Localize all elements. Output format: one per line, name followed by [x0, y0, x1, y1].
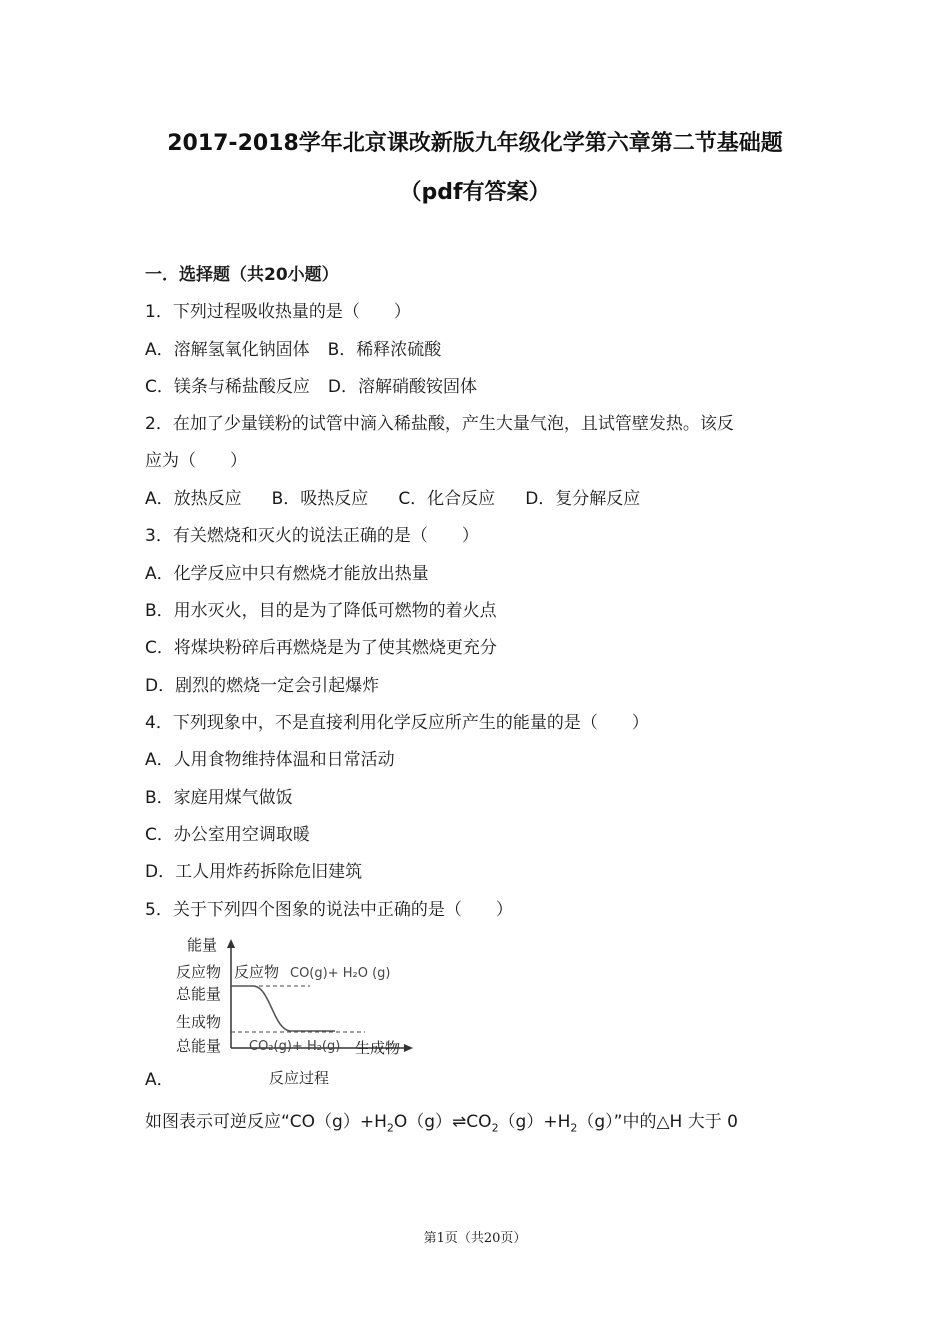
- q1-options-row-2: [145, 372, 477, 397]
- q5-statement-part-4: （g）”中的△H 大于 0: [577, 1112, 738, 1132]
- q5-statement-sub-1: 2: [386, 1121, 394, 1135]
- q4-option-c: C．办公室用空调取暖: [145, 825, 310, 845]
- section-heading: 一．选择题（共20小题）: [145, 265, 339, 285]
- product-formula: CO₂(g)+ H₂(g): [249, 1039, 341, 1054]
- x-axis-label: 反应过程: [269, 1069, 330, 1087]
- energy-curve: [231, 986, 335, 1031]
- q2-option-b: B．吸热反应: [271, 489, 369, 509]
- q5-option-a-statement: [145, 1107, 738, 1134]
- q5-statement-part-3: （g）+H: [498, 1112, 571, 1132]
- reactant-energy-label-1: 反应物: [176, 963, 222, 981]
- product-curve-label: 生成物: [355, 1039, 401, 1057]
- q5-stem: 5．关于下列四个图象的说法中正确的是（ ）: [145, 900, 513, 920]
- q4-option-a: A．人用食物维持体温和日常活动: [145, 750, 395, 770]
- q1-option-c: C．镁条与稀盐酸反应: [145, 377, 310, 397]
- q3-option-b: B．用水灭火，目的是为了降低可燃物的着火点: [145, 601, 497, 621]
- q1-option-d: D．溶解硝酸铵固体: [327, 377, 477, 397]
- q2-option-d: D．复分解反应: [525, 489, 641, 509]
- q2-stem-line-2: 应为（ ）: [145, 451, 247, 471]
- q2-option-c: C．化合反应: [398, 489, 496, 509]
- q4-option-b: B．家庭用煤气做饭: [145, 788, 293, 808]
- reactant-curve-label: 反应物: [234, 963, 280, 981]
- page-footer: 第1页（共20页）: [423, 1231, 527, 1246]
- q3-option-d: D．剧烈的燃烧一定会引起爆炸: [145, 676, 380, 696]
- q2-stem-line-1: 2．在加了少量镁粉的试管中滴入稀盐酸，产生大量气泡，且试管壁发热。该反: [145, 414, 734, 434]
- y-axis-label: 能量: [187, 936, 218, 954]
- q1-options-row-1: [145, 335, 441, 360]
- q3-option-c: C．将煤块粉碎后再燃烧是为了使其燃烧更充分: [145, 638, 497, 658]
- q2-options-row: [145, 484, 640, 509]
- q1-option-a: A．溶解氢氧化钠固体: [145, 340, 310, 360]
- q5-statement-part-1: 如图表示可逆反应“CO（g）+H: [145, 1112, 387, 1132]
- energy-diagram-figure: [145, 933, 425, 1093]
- q5-option-a-label: A．: [145, 1070, 174, 1090]
- q4-option-d: D．工人用炸药拆除危旧建筑: [145, 862, 363, 882]
- x-axis-arrow: [404, 1044, 413, 1052]
- q1-option-b: B．稀释浓硫酸: [327, 340, 442, 360]
- q5-statement-sub-2: 2: [491, 1121, 499, 1135]
- q4-stem: 4．下列现象中，不是直接利用化学反应所产生的能量的是（ ）: [145, 713, 649, 733]
- q5-statement-sub-3: 2: [570, 1121, 578, 1135]
- q1-stem: 1．下列过程吸收热量的是（ ）: [145, 302, 411, 322]
- product-energy-label-2: 总能量: [176, 1037, 222, 1055]
- q3-option-a: A．化学反应中只有燃烧才能放出热量: [145, 564, 429, 584]
- product-energy-label-1: 生成物: [176, 1013, 222, 1031]
- reactant-energy-label-2: 总能量: [176, 985, 222, 1003]
- q5-statement-part-2: O（g）⇌CO: [393, 1112, 492, 1132]
- q2-option-a: A．放热反应: [145, 489, 242, 509]
- energy-diagram: [145, 933, 425, 1093]
- reactant-formula: CO(g)+ H₂O (g): [290, 966, 391, 981]
- q3-stem: 3．有关燃烧和灭火的说法正确的是（ ）: [145, 526, 479, 546]
- y-axis-arrow: [227, 939, 235, 948]
- document-title-line-1: 2017-2018学年北京课改新版九年级化学第六章第二节基础题: [167, 131, 783, 156]
- document-title-line-2: （pdf有答案）: [399, 180, 551, 205]
